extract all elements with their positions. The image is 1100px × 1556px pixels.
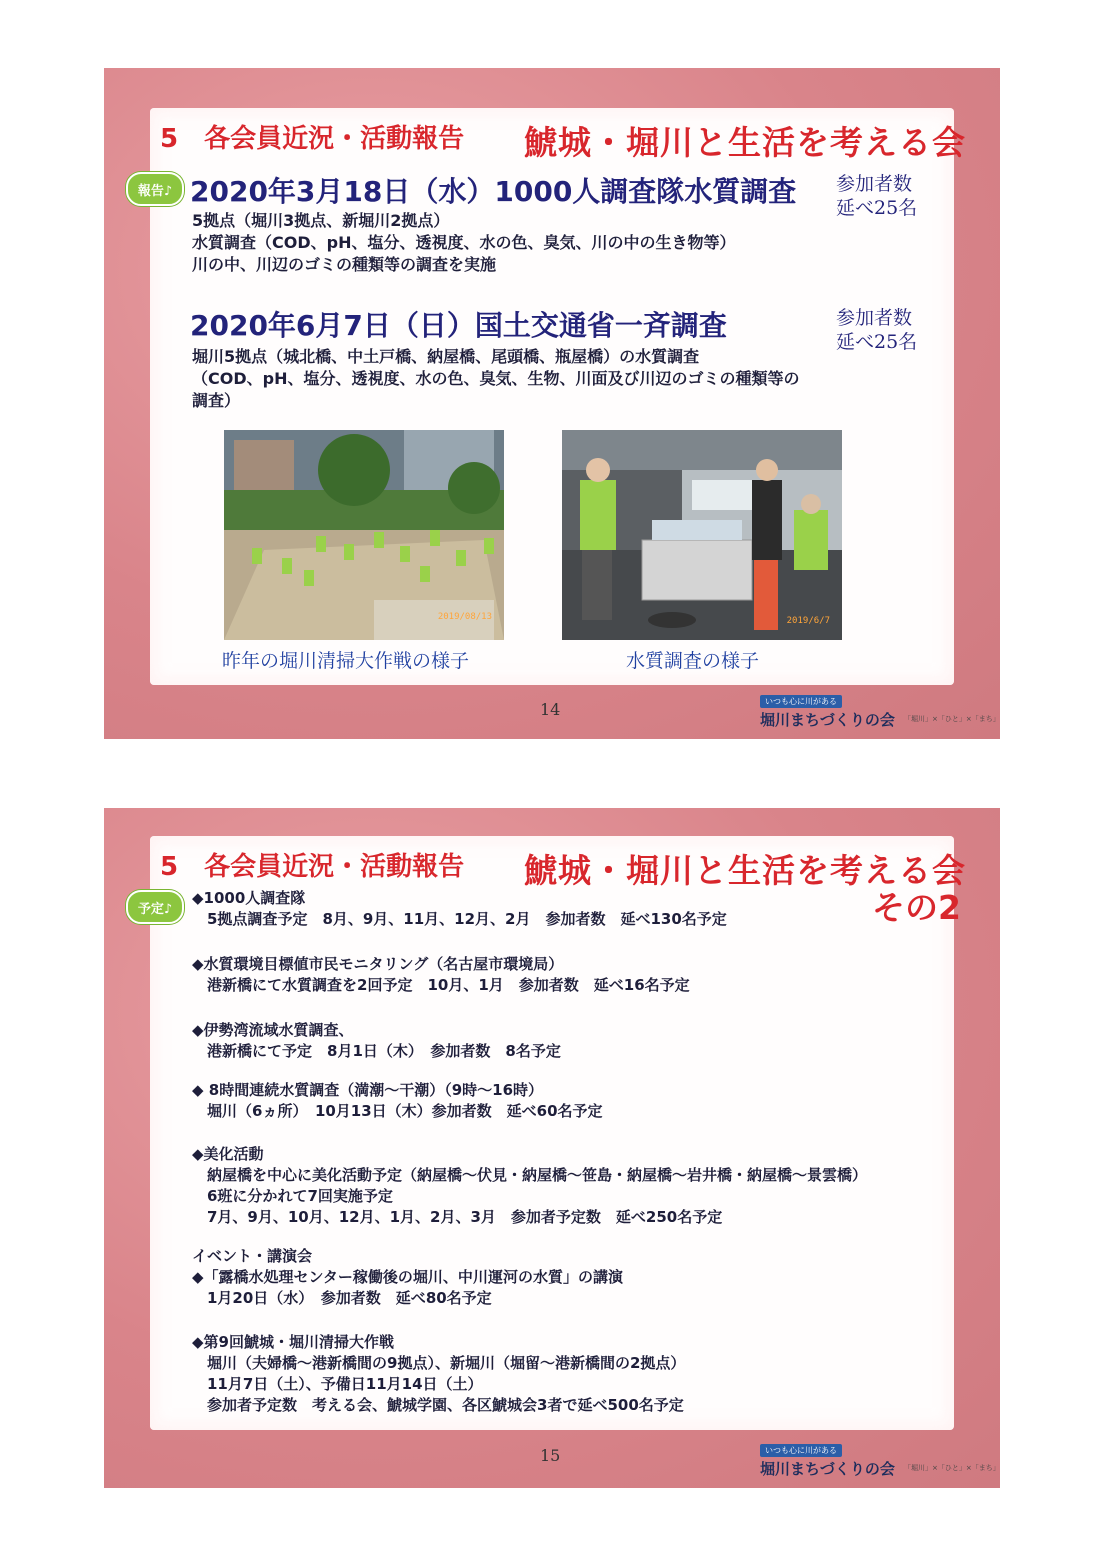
slide-page-15 — [104, 808, 1000, 1488]
photo1-caption: 昨年の堀川清掃大作戦の様子 — [222, 650, 470, 672]
logo-tagline: いつも心に川がある — [760, 695, 842, 708]
schedule-item: ◆1000人調査隊 5拠点調査予定 8月、9月、11月、12月、2月 参加者数 延べ130名予定 — [192, 889, 727, 928]
title-organization: 鯱城・堀川と生活を考える会 — [524, 851, 966, 890]
schedule-item: ◆美化活動 納屋橋を中心に美化活動予定（納屋橋～伏見・納屋橋～笹島・納屋橋～岩井橋・納屋橋～景雲橋） 6班に分かれて7回実施予定 7月、9月、10月、12月、1月、2月、3月 参加者予定数 延べ250名予定 — [192, 1145, 868, 1226]
photo-cleanup-event — [224, 430, 504, 640]
slide-paper — [137, 836, 966, 1430]
logo-tagline: いつも心に川がある — [760, 1444, 842, 1457]
schedule-item: ◆第9回鯱城・堀川清掃大作戦 堀川（夫婦橋～港新橋間の9拠点）、新堀川（堀留～港新橋間の2拠点） 11月7日（土）、予備日11月14日（土） 参加者予定数 考える会、鯱城学園、各区鯱城会3者で延べ500名予定 — [192, 1333, 686, 1414]
logo-name: 堀川まちづくりの会 — [760, 711, 895, 729]
report1-details: 5拠点（堀川3拠点、新堀川2拠点） 水質調査（COD、pH、塩分、透視度、水の色、臭気、川の中の生き物等） 川の中、川辺のゴミの種類等の調査を実施 — [192, 211, 736, 274]
report1-heading: 2020年3月18日（水）1000人調査隊水質調査 — [190, 175, 797, 208]
slide-title — [160, 118, 966, 162]
logo-subtitle: 「堀川」×「ひと」×「まち」 — [904, 1464, 1000, 1472]
schedule-item: ◆伊勢湾流域水質調査、 港新橋にて予定 8月1日（木） 参加者数 8名予定 — [192, 1021, 561, 1060]
report2-participants: 参加者数 延べ25名 — [836, 307, 918, 353]
report1-participants: 参加者数 延べ25名 — [836, 173, 918, 219]
logo-subtitle: 「堀川」×「ひと」×「まち」 — [904, 715, 1000, 723]
schedule-item: ◆水質環境目標値市民モニタリング（名古屋市環境局） 港新橋にて水質調査を2回予定 10月、1月 参加者数 延べ16名予定 — [192, 955, 690, 994]
title-organization: 鯱城・堀川と生活を考える会 — [524, 123, 966, 162]
schedule-badge: 予定♪ — [126, 890, 184, 924]
title-part-number: その2 — [872, 888, 961, 927]
report-badge: 報告♪ — [126, 172, 184, 206]
photo2-date-stamp: 2019/6/7 — [786, 616, 830, 626]
organization-logo — [758, 1444, 1000, 1484]
report2-details: 堀川5拠点（城北橋、中土戸橋、納屋橋、尾頭橋、瓶屋橋）の水質調査 （COD、pH、塩分、透視度、水の色、臭気、生物、川面及び川辺のゴミの種類等の 調査） — [192, 347, 800, 410]
title-section: 5 各会員近況・活動報告 — [160, 852, 465, 882]
page-number: 14 — [540, 700, 561, 719]
organization-logo — [758, 695, 1000, 735]
logo-name: 堀川まちづくりの会 — [760, 1460, 895, 1478]
slide-paper — [137, 108, 966, 685]
photo1-date-stamp: 2019/08/13 — [437, 612, 492, 622]
slide-page-14 — [104, 68, 1000, 739]
photo-water-testing — [562, 430, 842, 640]
report2-heading: 2020年6月7日（日）国土交通省一斉調査 — [190, 309, 727, 342]
schedule-item: ◆ 8時間連続水質調査（満潮～干潮）（9時～16時） 堀川（6ヵ所） 10月13日（木）参加者数 延べ60名予定 — [192, 1081, 603, 1120]
title-section: 5 各会員近況・活動報告 — [160, 124, 465, 154]
page-number: 15 — [540, 1446, 561, 1465]
photo2-caption: 水質調査の様子 — [626, 650, 760, 672]
schedule-item: イベント・講演会 ◆「露橋水処理センター稼働後の堀川、中川運河の水質」の講演 1月20日（水） 参加者数 延べ80名予定 — [192, 1247, 623, 1307]
